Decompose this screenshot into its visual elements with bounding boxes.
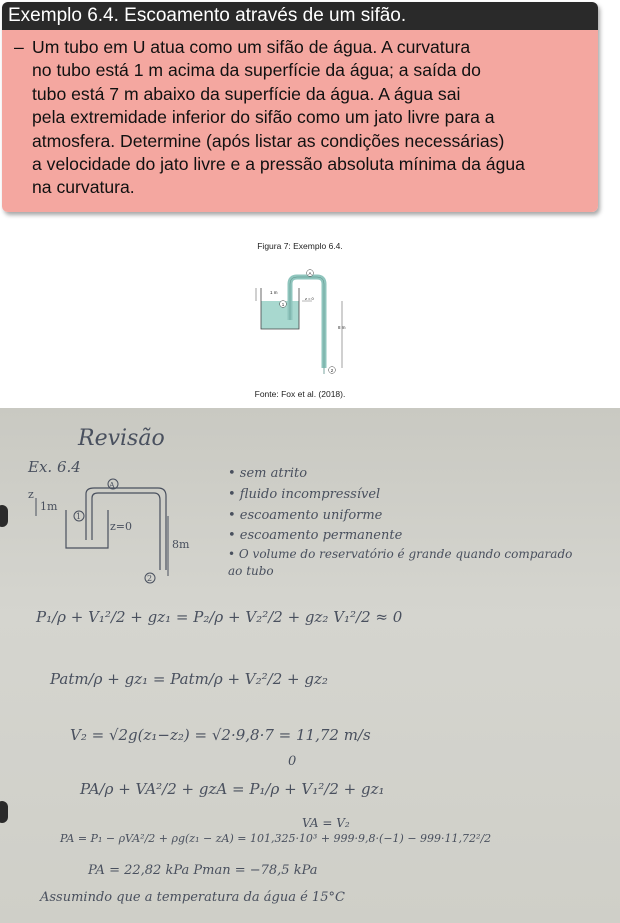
binder-hole bbox=[0, 505, 8, 527]
statement-line: atmosfera. Determine (após listar as condições necessárias) bbox=[32, 130, 505, 151]
sketch-a-label: A bbox=[109, 481, 115, 490]
equation-point-a: PA/ρ + VA²/2 + gzA = P₁/ρ + V₁²/2 + gz₁ bbox=[80, 780, 385, 798]
example-box bbox=[2, 2, 598, 212]
statement-line: tubo está 7 m abaixo da superfície da água. A água sai bbox=[32, 83, 461, 104]
condition-item: ao tubo bbox=[228, 564, 274, 578]
point-1-label: 1 bbox=[281, 301, 285, 307]
statement-line: Um tubo em U atua como um sifão de água. A curvatura bbox=[32, 37, 471, 57]
sketch-z: z bbox=[28, 488, 34, 501]
equation-pa: PA = P₁ − ρVA²/2 + ρg(z₁ − zA) = 101,325·10³ + 999·9,8·(−1) − 999·11,72²/2 bbox=[60, 832, 492, 845]
zero-mark: 0 bbox=[288, 754, 297, 769]
sketch-1-label: 1 bbox=[76, 512, 82, 521]
equation-bernoulli: P₁/ρ + V₁²/2 + gz₁ = P₂/ρ + V₂²/2 + gz₂ V₁²/2 ≈ 0 bbox=[36, 608, 403, 626]
condition-item: • sem atrito bbox=[228, 466, 308, 481]
condition-item: • fluido incompressível bbox=[228, 487, 381, 502]
equation-va-v2: VA = V₂ bbox=[302, 816, 350, 830]
sketch-2-label: 2 bbox=[147, 574, 153, 583]
example-title: Exemplo 6.4. Escoamento através de um sifão. bbox=[2, 2, 598, 30]
figure-source: Fonte: Fox et al. (2018). bbox=[254, 389, 346, 399]
sketch-z0: z=0 bbox=[110, 520, 133, 533]
siphon-figure bbox=[250, 268, 360, 380]
statement-line: na curvatura. bbox=[32, 177, 135, 198]
condition-item: • O volume do reservatório é grande quando comparado bbox=[228, 547, 573, 561]
sketch-8m: 8m bbox=[172, 538, 190, 551]
point-a-label: A bbox=[308, 270, 312, 276]
sketch-1m: 1m bbox=[40, 500, 58, 513]
notes-heading: Revisão bbox=[78, 426, 165, 451]
binder-hole bbox=[0, 801, 8, 823]
statement-line: a velocidade do jato livre e a pressão absoluta mínima da água bbox=[32, 154, 525, 175]
notes-example-ref: Ex. 6.4 bbox=[28, 458, 81, 476]
label-z0: z = 0 bbox=[305, 296, 314, 301]
statement-line: pela extremidade inferior do sifão como um jato livre para a bbox=[32, 107, 495, 128]
equation-velocity: V₂ = √2g(z₁−z₂) = √2·9,8·7 = 11,72 m/s bbox=[70, 726, 371, 744]
bullet-dash: – bbox=[14, 37, 24, 57]
equation-simplified: Patm/ρ + gz₁ = Patm/ρ + V₂²/2 + gz₂ bbox=[50, 670, 328, 688]
example-statement bbox=[2, 30, 598, 212]
result-pressure: PA = 22,82 kPa Pman = −78,5 kPa bbox=[88, 863, 318, 878]
label-1m: 1 m bbox=[270, 290, 278, 295]
notebook-photo bbox=[0, 408, 620, 923]
figure-caption: Figura 7: Exemplo 6.4. bbox=[257, 241, 343, 251]
point-2-label: 2 bbox=[330, 367, 334, 373]
statement-line: no tubo está 1 m acima da superfície da água; a saída do bbox=[32, 60, 481, 81]
condition-item: • escoamento uniforme bbox=[228, 508, 383, 523]
label-8m: 8 m bbox=[338, 325, 346, 330]
sketch-reservoir bbox=[66, 510, 108, 548]
notes-sketch bbox=[18, 470, 198, 588]
condition-item: • escoamento permanente bbox=[228, 528, 403, 543]
assumption-temperature: Assumindo que a temperatura da água é 15°C bbox=[40, 890, 345, 905]
